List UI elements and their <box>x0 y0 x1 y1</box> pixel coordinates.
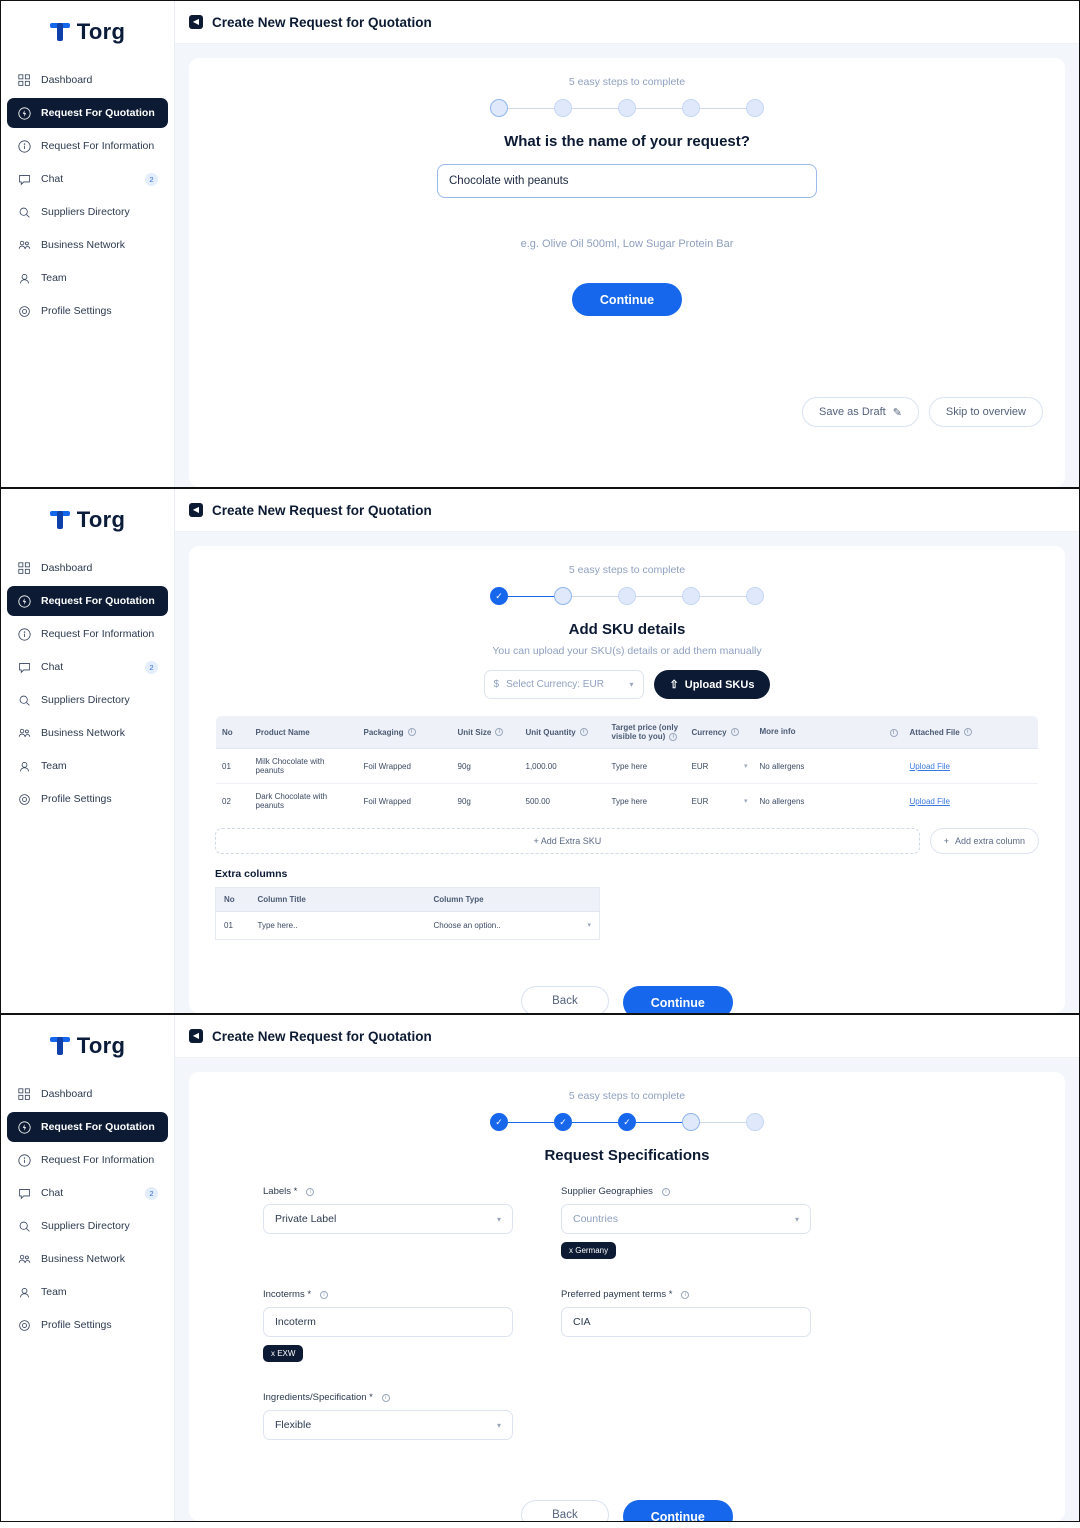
sidebar-item-request-for-information[interactable] <box>7 1145 168 1175</box>
stepper <box>215 587 1039 605</box>
cell-target-price[interactable]: Type here <box>606 749 686 784</box>
labels-select[interactable] <box>263 1204 513 1234</box>
ingredients-field-label: Ingredients/Specification * i <box>263 1392 513 1403</box>
sidebar-item-label: Suppliers Directory <box>41 1220 130 1232</box>
save-as-draft-label: Save as Draft <box>819 406 886 418</box>
info-icon: i <box>382 1394 390 1402</box>
app-logo <box>1 497 174 543</box>
cell-no: 01 <box>224 921 233 930</box>
incoterm-chip-exw[interactable]: x EXW <box>263 1345 303 1362</box>
step-dot-1[interactable]: ✓ <box>490 1113 508 1131</box>
gear-icon <box>17 792 31 806</box>
plus-icon: + <box>943 836 949 846</box>
content <box>175 44 1079 487</box>
info-icon <box>17 1153 31 1167</box>
main-area <box>175 489 1079 1013</box>
col-product-name: Product Name <box>250 716 358 749</box>
content <box>175 1058 1079 1521</box>
page-title: Create New Request for Quotation <box>212 502 432 518</box>
col-target-price: Target price (only visible to you) i <box>606 716 686 749</box>
screen-step-2 <box>0 488 1080 1014</box>
sidebar-item-label: Profile Settings <box>41 305 112 317</box>
step-line-2 <box>572 596 618 597</box>
sidebar <box>1 489 175 1013</box>
extra-columns-table <box>215 887 600 940</box>
bolt-icon <box>17 106 31 120</box>
upload-skus-label: Upload SKUs <box>684 678 755 691</box>
col-no: No <box>216 716 250 749</box>
sidebar-item-label: Chat <box>41 661 64 673</box>
sidebar-item-dashboard[interactable] <box>7 553 168 583</box>
app-logo <box>1 9 174 55</box>
team-icon <box>17 1285 31 1299</box>
country-chip-germany[interactable]: x Germany <box>561 1242 616 1259</box>
sidebar-item-request-for-quotation[interactable] <box>7 98 168 128</box>
sku-table-header-row <box>216 716 1039 749</box>
back-button[interactable]: Back <box>521 986 609 1013</box>
step-card <box>189 58 1065 487</box>
incoterm-input[interactable] <box>263 1307 513 1337</box>
sku-row-actions <box>215 828 1039 854</box>
sidebar-item-label: Request For Information <box>41 140 155 152</box>
table-row <box>216 784 1039 819</box>
cell-product-name[interactable]: Milk Chocolate with peanuts <box>250 749 358 784</box>
grid-icon <box>17 73 31 87</box>
step3-footer <box>189 1500 1065 1521</box>
sidebar-item-chat[interactable] <box>7 1178 168 1208</box>
collapse-sidebar-icon[interactable]: ◀ <box>189 503 203 517</box>
sidebar-item-label: Business Network <box>41 727 126 739</box>
sidebar-item-label: Dashboard <box>41 562 93 574</box>
screen-step-1 <box>0 0 1080 488</box>
sku-subtitle: You can upload your SKU(s) details or add them manually <box>492 645 762 657</box>
cell-column-type[interactable]: Choose an option.. ▾ <box>433 921 591 930</box>
col-attached-file: Attached File i <box>904 716 1039 749</box>
col-no: No <box>216 888 250 912</box>
cell-attached-file[interactable]: Upload File <box>904 749 1039 784</box>
cell-packaging[interactable]: Foil Wrapped <box>358 749 452 784</box>
sidebar-item-business-network[interactable] <box>7 1244 168 1274</box>
sidebar-item-dashboard[interactable] <box>7 1079 168 1109</box>
team-icon <box>17 271 31 285</box>
topbar <box>175 1015 1079 1058</box>
info-icon: i <box>662 1188 670 1196</box>
sidebar-item-label: Chat <box>41 1187 64 1199</box>
sidebar-item-label: Business Network <box>41 239 126 251</box>
search-icon <box>17 205 31 219</box>
extra-columns-title: Extra columns <box>215 868 288 880</box>
step-dot-1[interactable] <box>490 99 508 117</box>
step-dot-3[interactable] <box>618 587 636 605</box>
cell-packaging[interactable]: Foil Wrapped <box>363 796 411 806</box>
step-line-4 <box>700 108 746 109</box>
step-dot-5[interactable] <box>746 587 764 605</box>
sidebar-item-label: Request For Information <box>41 628 155 640</box>
info-icon <box>17 139 31 153</box>
step-dot-2[interactable] <box>554 99 572 117</box>
ingredients-select[interactable] <box>263 1410 513 1440</box>
sidebar-item-business-network[interactable] <box>7 718 168 748</box>
chat-badge: 2 <box>145 173 158 186</box>
topbar <box>175 489 1079 532</box>
sidebar-item-label: Suppliers Directory <box>41 206 130 218</box>
info-icon <box>17 627 31 641</box>
step-dot-3[interactable]: ✓ <box>618 1113 636 1131</box>
continue-button[interactable]: Continue <box>623 986 733 1013</box>
table-row <box>216 912 600 940</box>
sidebar-item-label: Dashboard <box>41 1088 93 1100</box>
sidebar-item-suppliers-directory[interactable] <box>7 197 168 227</box>
labels-field-label: Labels * i <box>263 1186 513 1197</box>
step-dot-5[interactable] <box>746 1113 764 1131</box>
collapse-sidebar-icon[interactable]: ◀ <box>189 1029 203 1043</box>
sku-title: Add SKU details <box>568 621 686 638</box>
continue-button[interactable]: Continue <box>623 1500 733 1521</box>
cell-no: 01 <box>216 749 250 784</box>
col-column-type: Column Type <box>426 888 600 912</box>
cell-no: 02 <box>222 796 231 806</box>
cell-more-info[interactable]: No allergens <box>759 796 805 806</box>
sidebar-item-label: Dashboard <box>41 74 93 86</box>
step-dot-2[interactable] <box>554 587 572 605</box>
continue-wrap <box>215 283 1039 316</box>
question-title: What is the name of your request? <box>504 133 750 150</box>
sidebar-item-chat[interactable] <box>7 164 168 194</box>
incoterm-value: Incoterm <box>275 1316 316 1328</box>
step-line-4 <box>700 1122 746 1123</box>
field-labels <box>263 1186 513 1259</box>
page-title: Create New Request for Quotation <box>212 14 432 30</box>
labels-select-value: Private Label <box>275 1213 337 1225</box>
cell-column-title[interactable]: Type here.. <box>257 921 298 930</box>
cell-currency[interactable]: EUR ▾ <box>691 796 748 806</box>
skip-to-overview-button[interactable]: Skip to overview <box>929 397 1043 427</box>
brand-name: Torg <box>76 507 126 532</box>
step-card <box>189 546 1065 1013</box>
stepper <box>215 99 1039 117</box>
sku-table <box>215 715 1039 819</box>
sidebar <box>1 1015 175 1521</box>
chat-icon <box>17 660 31 674</box>
col-unit-quantity: Unit Quantity i <box>520 716 606 749</box>
gear-icon <box>17 1318 31 1332</box>
table-row <box>216 749 1039 784</box>
sidebar-item-team[interactable] <box>7 1277 168 1307</box>
add-extra-column-button[interactable] <box>930 828 1039 854</box>
screen-step-3 <box>0 1014 1080 1522</box>
specifications-title: Request Specifications <box>544 1147 710 1164</box>
search-icon <box>17 1219 31 1233</box>
info-icon: i <box>306 1188 314 1196</box>
cell-attached-file[interactable]: Upload File <box>909 796 950 806</box>
search-icon <box>17 693 31 707</box>
field-ingredients <box>263 1392 513 1440</box>
input-hint: e.g. Olive Oil 500ml, Low Sugar Protein Bar <box>520 238 734 250</box>
step-line-4 <box>700 596 746 597</box>
col-more-info: More info i <box>754 716 904 749</box>
topbar <box>175 1 1079 44</box>
step-dot-3[interactable] <box>618 99 636 117</box>
ingredients-select-value: Flexible <box>275 1419 312 1431</box>
currency-select[interactable] <box>484 670 644 699</box>
torg-logo-icon <box>50 510 70 530</box>
extra-header-row <box>216 888 600 912</box>
sidebar-item-request-for-information[interactable] <box>7 619 168 649</box>
sidebar-item-chat[interactable] <box>7 652 168 682</box>
sidebar-item-label: Team <box>41 1286 67 1298</box>
step-card <box>189 1072 1065 1521</box>
sidebar-item-label: Chat <box>41 173 64 185</box>
add-extra-column-label: Add extra column <box>954 836 1025 846</box>
torg-logo-icon <box>50 1036 70 1056</box>
step2-footer <box>189 986 1065 1013</box>
people-icon <box>17 238 31 252</box>
chat-badge: 2 <box>145 661 158 674</box>
step-dot-4[interactable] <box>682 587 700 605</box>
secondary-actions <box>802 397 1043 427</box>
step-dot-5[interactable] <box>746 99 764 117</box>
step-line-3 <box>636 596 682 597</box>
geographies-field-label: Supplier Geographies i <box>561 1186 811 1197</box>
sidebar-item-label: Team <box>41 760 67 772</box>
grid-icon <box>17 561 31 575</box>
countries-select-value: Countries <box>573 1213 618 1225</box>
dollar-icon: $ <box>493 679 500 690</box>
chevron-down-icon: ▾ <box>496 1214 501 1224</box>
sidebar-item-label: Profile Settings <box>41 793 112 805</box>
content <box>175 532 1079 1013</box>
steps-label: 5 easy steps to complete <box>568 1090 686 1102</box>
bolt-icon <box>17 1120 31 1134</box>
sidebar-item-label: Suppliers Directory <box>41 694 130 706</box>
currency-select-value: Select Currency: EUR <box>506 679 604 690</box>
app-logo <box>1 1023 174 1069</box>
step-dot-2[interactable]: ✓ <box>554 1113 572 1131</box>
main-area <box>175 1015 1079 1521</box>
sidebar-item-team[interactable] <box>7 751 168 781</box>
gear-icon <box>17 304 31 318</box>
sidebar-item-profile-settings[interactable] <box>7 1310 168 1340</box>
brand-name: Torg <box>76 19 126 44</box>
sidebar-item-label: Request For Information <box>41 1154 155 1166</box>
step-dot-1[interactable]: ✓ <box>490 587 508 605</box>
cell-unit-quantity[interactable]: 500.00 <box>525 796 550 806</box>
chevron-down-icon: ▾ <box>629 680 634 689</box>
team-icon <box>17 759 31 773</box>
step-dot-4[interactable] <box>682 1113 700 1131</box>
sidebar-item-label: Team <box>41 272 67 284</box>
payment-terms-value: CIA <box>573 1316 591 1328</box>
col-packaging: Packaging i <box>358 716 452 749</box>
chevron-down-icon: ▾ <box>496 1420 501 1430</box>
steps-label: 5 easy steps to complete <box>568 76 686 88</box>
field-supplier-geographies <box>561 1186 811 1259</box>
step-line-3 <box>636 1122 682 1123</box>
chevron-down-icon: ▾ <box>794 1214 799 1224</box>
sidebar-item-profile-settings[interactable] <box>7 784 168 814</box>
cell-more-info[interactable]: No allergens <box>754 749 904 784</box>
step-line-2 <box>572 108 618 109</box>
cell-target-price[interactable]: Type here <box>611 796 648 806</box>
bolt-icon <box>17 594 31 608</box>
sidebar-item-business-network[interactable] <box>7 230 168 260</box>
add-extra-sku-button[interactable]: + Add Extra SKU <box>215 828 920 854</box>
sidebar-item-dashboard[interactable] <box>7 65 168 95</box>
col-unit-size: Unit Size i <box>452 716 520 749</box>
cell-unit-quantity[interactable]: 1,000.00 <box>520 749 606 784</box>
sidebar-item-profile-settings[interactable] <box>7 296 168 326</box>
cell-unit-size[interactable]: 90g <box>452 749 520 784</box>
sidebar-item-suppliers-directory[interactable] <box>7 1211 168 1241</box>
cell-currency[interactable]: EUR ▾ <box>686 749 754 784</box>
field-payment-terms <box>561 1289 811 1362</box>
sidebar-item-request-for-quotation[interactable] <box>7 586 168 616</box>
save-as-draft-button[interactable] <box>802 397 919 427</box>
countries-select[interactable] <box>561 1204 811 1234</box>
main-area <box>175 1 1079 487</box>
continue-button[interactable]: Continue <box>572 283 682 316</box>
specifications-form <box>215 1186 1039 1456</box>
step-line-2 <box>572 1122 618 1123</box>
step-line-3 <box>636 108 682 109</box>
sidebar <box>1 1 175 487</box>
people-icon <box>17 1252 31 1266</box>
sidebar-item-label: Request For Quotation <box>41 595 155 607</box>
payment-field-label: Preferred payment terms * i <box>561 1289 811 1300</box>
info-icon: i <box>320 1291 328 1299</box>
chat-badge: 2 <box>145 1187 158 1200</box>
brand-name: Torg <box>76 1033 126 1058</box>
cell-unit-size[interactable]: 90g <box>457 796 471 806</box>
step-dot-4[interactable] <box>682 99 700 117</box>
chat-icon <box>17 172 31 186</box>
sidebar-item-suppliers-directory[interactable] <box>7 685 168 715</box>
sidebar-item-label: Request For Quotation <box>41 1121 155 1133</box>
step-line-1 <box>508 596 554 597</box>
sidebar-item-label: Business Network <box>41 1253 126 1265</box>
step-line-1 <box>508 1122 554 1123</box>
edit-icon: ✎ <box>892 406 902 419</box>
stepper <box>215 1113 1039 1131</box>
col-currency: Currency i <box>686 716 754 749</box>
cell-product-name[interactable]: Dark Chocolate with peanuts <box>255 792 328 810</box>
sidebar-item-label: Profile Settings <box>41 1319 112 1331</box>
sidebar-item-team[interactable] <box>7 263 168 293</box>
torg-logo-icon <box>50 22 70 42</box>
step-line-1 <box>508 108 554 109</box>
chat-icon <box>17 1186 31 1200</box>
sidebar-item-request-for-quotation[interactable] <box>7 1112 168 1142</box>
field-incoterms <box>263 1289 513 1362</box>
sidebar-item-label: Request For Quotation <box>41 107 155 119</box>
back-button[interactable]: Back <box>521 1500 609 1521</box>
sku-actions <box>215 670 1039 699</box>
sidebar-item-request-for-information[interactable] <box>7 131 168 161</box>
incoterms-field-label: Incoterms * i <box>263 1289 513 1300</box>
payment-terms-input[interactable] <box>561 1307 811 1337</box>
upload-skus-button[interactable] <box>654 670 771 699</box>
collapse-sidebar-icon[interactable]: ◀ <box>189 15 203 29</box>
people-icon <box>17 726 31 740</box>
page-title: Create New Request for Quotation <box>212 1028 432 1044</box>
steps-label: 5 easy steps to complete <box>568 564 686 576</box>
request-name-input[interactable] <box>437 164 817 198</box>
upload-icon: ⇧ <box>669 679 679 691</box>
info-icon: i <box>681 1291 689 1299</box>
grid-icon <box>17 1087 31 1101</box>
col-column-title: Column Title <box>250 888 426 912</box>
